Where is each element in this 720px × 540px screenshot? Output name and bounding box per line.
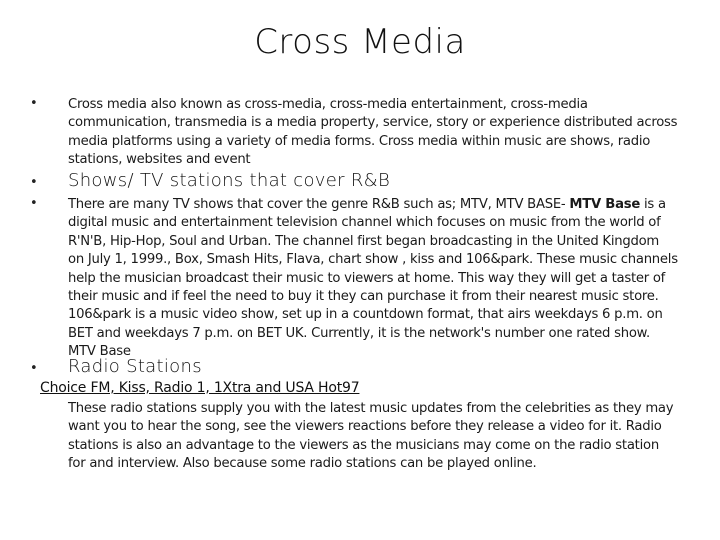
tv-text-end: is a digital music and entertainment television channel which focuses on music from the world of R'N'B, Hip-Hop, Soul and Urban. The channel first began broadcasting in the United Kingdom on July 1, 1999., Box, Smash Hits, Flava, chart show , kiss and 106&park. These music channels help the musician broadcast their music to viewers at home. This way they will get a taster of their music and if feel the need to buy it they can purchase it from their nearest music store. 106&park is a music video show, set up in a countdown format, that airs weekdays 6 p.m. on BET and weekdays 7 p.m. on BET UK. Currently, it is the network's number one rated show. MTV Base xyxy=(68,197,678,360)
bullet-tv-text: • xyxy=(30,196,38,211)
tv-text-bold: MTV Base xyxy=(569,197,641,212)
bullet-intro: • xyxy=(30,96,38,111)
tv-heading: Shows/ TV stations that cover R&B xyxy=(68,170,391,191)
radio-heading: Radio Stations xyxy=(68,356,202,377)
bullet-radio-heading: • xyxy=(30,361,38,376)
slide-title: Cross Media xyxy=(254,22,466,62)
tv-text-start: There are many TV shows that cover the genre R&B such as; MTV, MTV BASE- xyxy=(68,197,570,212)
intro-paragraph: Cross media also known as cross-media, cross-media entertainment, cross-media communication, transmedia is a media property, service, story or experience distributed across media platforms using a variety of media forms. Cross media within music are shows, radio stations, websites and event xyxy=(68,97,678,168)
bullet-tv-heading: • xyxy=(30,175,38,190)
radio-stations-list: Choice FM, Kiss, Radio 1, 1Xtra and USA Hot97 xyxy=(40,380,360,396)
tv-paragraph xyxy=(68,196,678,362)
radio-paragraph: These radio stations supply you with the latest music updates from the celebrities as they may want you to hear the song, see the viewers reactions before they release a video for it. Radio stations is also an advantage to the viewers as the musicians may come on the radio station for and interview. Also because some radio stations can be played online. xyxy=(68,401,674,472)
